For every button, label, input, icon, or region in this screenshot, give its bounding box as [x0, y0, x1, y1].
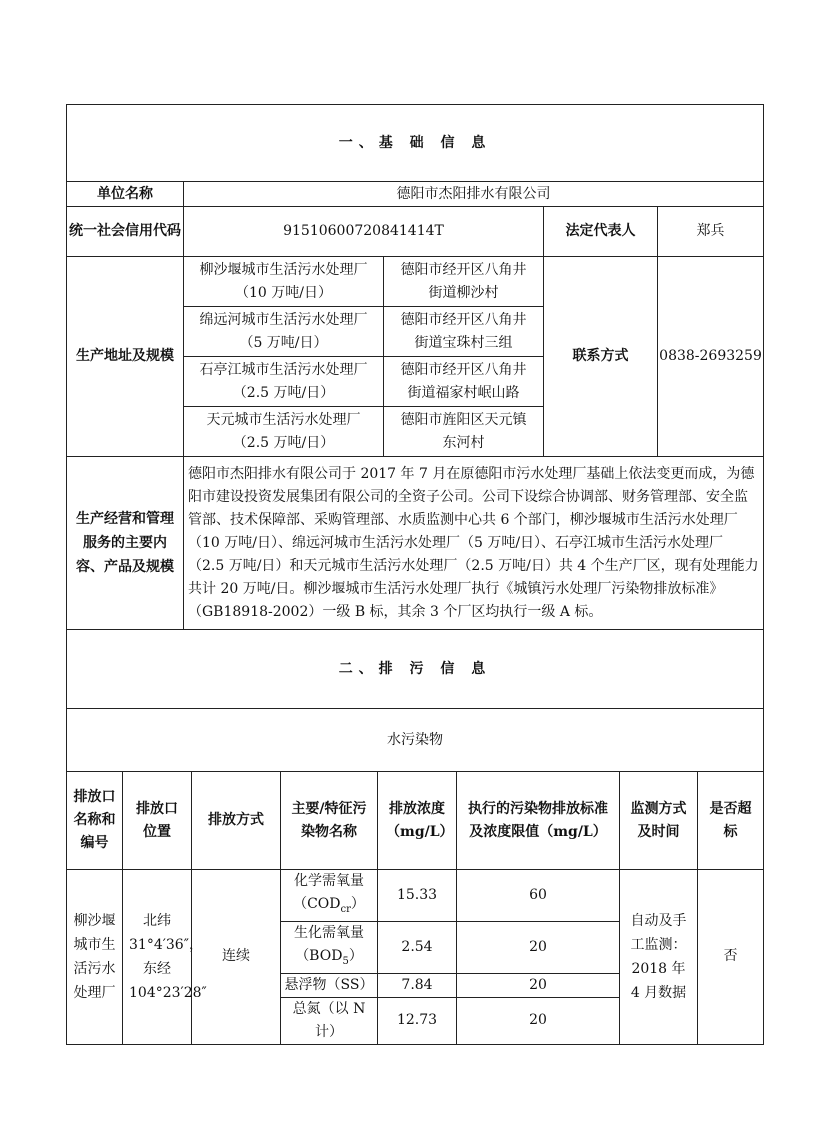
plant-name-cell	[184, 357, 384, 407]
plant-name-cell	[184, 307, 384, 357]
credit-code-value: 91510600720841414T	[184, 207, 544, 257]
plant-scale: （5 万吨/日）	[239, 334, 328, 351]
header-location: 排放口位置	[123, 772, 192, 870]
pollutant-name	[281, 870, 378, 922]
concentration-value: 12.73	[378, 997, 457, 1044]
legal-rep-value: 郑兵	[658, 207, 764, 257]
discharge-method: 连续	[192, 870, 281, 1045]
concentration-value: 15.33	[378, 870, 457, 922]
header-monitoring: 监测方式及时间	[620, 772, 698, 870]
plant-address-line: 德阳市经开区八角井	[400, 311, 527, 328]
plant-name: 绵远河城市生活污水处理厂	[199, 311, 368, 328]
plant-name: 天元城市生活污水处理厂	[206, 411, 361, 428]
unit-name-value: 德阳市杰阳排水有限公司	[184, 182, 764, 207]
plant-address-line: 德阳市经开区八角井	[400, 261, 527, 278]
outlet-name: 柳沙堰城市生活污水处理厂	[67, 870, 123, 1045]
pollutant-name-line: 化学需氧量	[294, 873, 364, 889]
water-pollutants-subtitle: 水污染物	[67, 709, 764, 772]
plant-name-cell	[184, 407, 384, 457]
standard-value: 60	[457, 870, 620, 922]
plant-name-cell	[184, 257, 384, 307]
address-label: 生产地址及规模	[67, 257, 184, 457]
plant-address-cell	[384, 257, 544, 307]
credit-code-label: 统一社会信用代码	[67, 207, 184, 257]
contact-label: 联系方式	[544, 257, 658, 457]
plant-address-cell	[384, 407, 544, 457]
header-standard: 执行的污染物排放标准及浓度限值（mg/L）	[457, 772, 620, 870]
plant-scale: （10 万吨/日）	[235, 284, 332, 301]
plant-name: 石亭江城市生活污水处理厂	[199, 361, 368, 378]
header-method: 排放方式	[192, 772, 281, 870]
plant-address-line: 街道宝珠村三组	[414, 334, 513, 351]
pollution-info-table	[66, 629, 764, 1045]
plant-address-cell	[384, 307, 544, 357]
pollutant-formula: $(COD_{cr})$	[293, 896, 365, 915]
plant-address-line: 东河村	[442, 434, 485, 451]
basic-info-table	[66, 104, 764, 630]
pollutant-formula: $(BOD_5)$	[295, 947, 363, 967]
business-label: 生产经营和管理服务的主要内容、产品及规模	[67, 457, 184, 630]
plant-address-line: 德阳市旌阳区天元镇	[400, 411, 527, 428]
contact-value: 0838-2693259	[658, 257, 764, 457]
legal-rep-label: 法定代表人	[544, 207, 658, 257]
business-description: 德阳市杰阳排水有限公司于 2017 年 7 月在原德阳市污水处理厂基础上依法变更而成，为德阳市建设投资发展集团有限公司的全资子公司。公司下设综合协调部、财务管理部、安全监管部、技术保障部、采购管理部、水质监测中心共 6 个部门，柳沙堰城市生活污水处理厂（10 万吨/日）、绵远河城市生活污水处理厂（5 万吨/日）、石亭江城市生活污水处理厂（2.5 万吨/日）和天元城市生活污水处理厂（2.5 万吨/日）共 4 个生产厂区，现有处理能力共计 20 万吨/日。柳沙堰城市生活污水处理厂执行《城镇污水处理厂污染物排放标准》（GB18918-2002）一级 B 标，其余 3 个厂区均执行一级 A 标。	[184, 457, 764, 630]
standard-value: 20	[457, 997, 620, 1044]
unit-name-label: 单位名称	[67, 182, 184, 207]
document-sheet	[66, 104, 763, 1045]
pollutant-name: 悬浮物（SS）	[281, 973, 378, 997]
exceed-value: 否	[698, 870, 764, 1045]
pollutant-name-line: 生化需氧量	[294, 924, 364, 941]
concentration-value: 7.84	[378, 973, 457, 997]
header-exceed: 是否超标	[698, 772, 764, 870]
header-concentration: 排放浓度（mg/L）	[378, 772, 457, 870]
pollutant-name: 总氮（以 N 计）	[281, 997, 378, 1044]
plant-address-cell	[384, 357, 544, 407]
plant-name: 柳沙堰城市生活污水处理厂	[199, 261, 368, 278]
plant-scale: （2.5 万吨/日）	[232, 434, 335, 451]
monitoring-method: 自动及手工监测：2018 年 4 月数据	[620, 870, 698, 1045]
outlet-location: 北纬 31°4′36″，东经 104°23′28″	[123, 870, 192, 1045]
standard-value: 20	[457, 921, 620, 973]
plant-scale: （2.5 万吨/日）	[232, 384, 335, 401]
plant-address-line: 德阳市经开区八角井	[400, 361, 527, 378]
section1-title: 一、基 础 信 息	[67, 105, 764, 182]
plant-address-line: 街道福家村岷山路	[407, 384, 520, 401]
plant-address-line: 街道柳沙村	[428, 284, 499, 301]
header-pollutant: 主要/特征污染物名称	[281, 772, 378, 870]
section2-title: 二、排 污 信 息	[67, 630, 764, 709]
concentration-value: 2.54	[378, 921, 457, 973]
pollutant-name	[281, 921, 378, 973]
standard-value: 20	[457, 973, 620, 997]
header-outlet: 排放口名称和编号	[67, 772, 123, 870]
